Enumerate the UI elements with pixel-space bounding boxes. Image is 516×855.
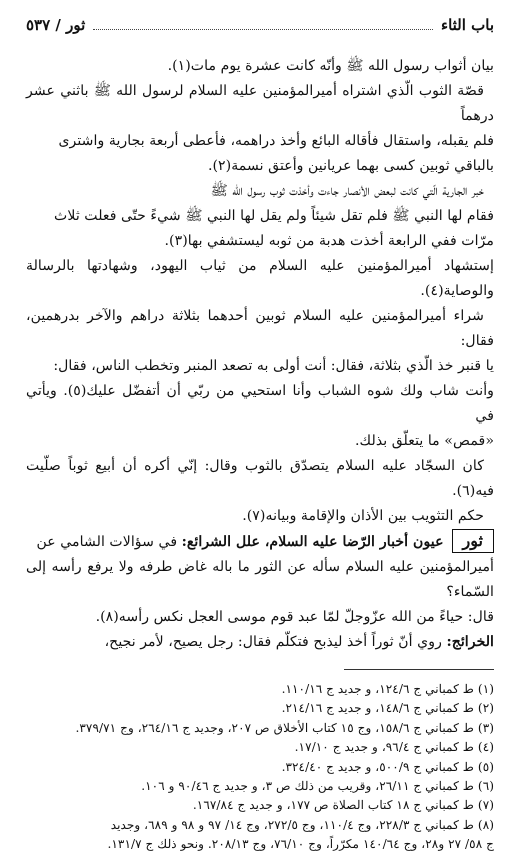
text-line: كان السجّاد عليه السلام يتصدّق بالثوب وقال: إنّي أكره أن أبيع ثوباً صلّيت فيه(٦).	[26, 458, 494, 499]
footnote: (٧) ط كمباني ج ١٨ كتاب الصلاة ص ١٧٧، و جديد ج ١٦٧/٨٤.	[192, 798, 494, 813]
text-line: يا قنبر خذ الّذي بثلاثة، فقال: أنت أولى به تصعد المنبر وتخطب الناس، فقال:	[53, 358, 494, 374]
running-header	[26, 16, 494, 40]
footnote: (٢) ط كمباني ج ١٤٨/٦، و جديد ج ٢١٤/١٦.	[281, 701, 494, 716]
main-text	[26, 54, 494, 655]
text-line: إستشهاد أميرالمؤمنين عليه السلام من ثياب اليهود، وشهادتها بالرسالة والوصاية(٤).	[26, 258, 494, 299]
text-line: بالباقي ثوبين كسى بهما عريانين وأعتق نسمة(٢).	[207, 158, 494, 174]
footnote: ج ٥٨/ ٢٧ و٢٨، وج ١٤٠/٦٤ مكرّراً، وج ٧٦/١٠، وج ٢٠٨/١٣. ونحو ذلك ج ١٣١/٧.	[107, 837, 494, 852]
entry-keyword-box: ثور	[452, 529, 494, 553]
text-line: بيان أثواب رسول الله ﷺ وأنّه كانت عشرة يوم مات(١).	[167, 58, 494, 74]
source-references: عيون أخبار الرّضا عليه السلام، علل الشرائع:	[181, 534, 444, 550]
footnotes	[26, 680, 494, 855]
thawr-entry-line	[26, 529, 494, 555]
text-line: قال: حياءً من الله عزّوجلّ لمّا عبد قوم موسى العجل نكس رأسه(٨).	[95, 609, 494, 625]
text-line: فقام لها النبي ﷺ فلم تقل شيئاً ولم يقل لها النبي ﷺ شيءً حتّى فعلت ثلاث	[54, 208, 494, 224]
footnote: (٨) ط كمباني ج ٢٢٨/٣، وج ١١٠/٤، وج ٢٧٢/٥، وج ١٤/ ٩٧ و ٩٨ و ٦٨٩، وجديد	[110, 817, 494, 832]
chapter-title: باب الثاء	[441, 16, 494, 34]
text-fragment: في سؤالات الشامي عن	[36, 534, 182, 550]
text-fragment: روي أنّ ثوراً أخذ ليذبح فتكلّم فقال: رجل يصيح، لأمر نجيح،	[104, 634, 447, 650]
text-line: فلم يقبله، واستقال فأقاله البائع وأخذ دراهمه، فأعطى أربعة بجارية واشترى	[58, 133, 494, 149]
header-dotted-leader	[93, 29, 433, 30]
text-line: شراء أميرالمؤمنين عليه السلام ثوبين أحدهما بثلاثة دراهم والآخر بدرهمين، فقال:	[26, 308, 494, 349]
footnote-separator	[344, 669, 494, 670]
footnote: (٦) ط كمباني ج ٢٦/١١، وقريب من ذلك ص ٣، و جديد ج ٩٠/٤٦ و ١٠٦.	[141, 779, 494, 794]
footnote: (٥) ط كمباني ج ٥٠٠/٩، و جديد ج ٣٢٤/٤٠.	[281, 759, 494, 774]
text-line: قصّة الثوب الّذي اشتراه أميرالمؤمنين عليه السلام لرسول الله ﷺ باثني عشر درهماً	[26, 83, 494, 124]
kharaij-line	[26, 630, 494, 655]
text-line: «قمص» ما يتعلّق بذلك.	[355, 433, 494, 449]
text-line: مرّات ففي الرابعة أخذت هدبة من ثوبه ليستشفي بها(٣).	[164, 233, 494, 249]
footnote: (٤) ط كمباني ج ٩٦/٤، و جديد ج ١٧/١٠.	[294, 740, 494, 755]
text-line: خبر الجارية الّتي كانت لبعض الأنصار جاءت وأخذت ثوب رسول الله ﷺ	[210, 183, 484, 199]
text-line: حكم التثويب بين الأذان والإقامة وبيانه(٧).	[242, 508, 484, 524]
footnote: (٣) ط كمباني ج ١٥٨/٦، وج ١٥ كتاب الأخلاق ص ٢٠٧، وجديد ج ٢٦٤/١٦، وج ٣٧٩/٧١.	[75, 720, 494, 735]
text-line: أميرالمؤمنين عليه السلام سأله عن الثور ما باله غاض طرفه ولا يرفع رأسه إلى السّماء؟	[26, 559, 494, 600]
text-line: وأنت شاب ولك شوه الشباب وأنا استحيي من ربّي أن أتفضّل عليك(٥). ويأتي في	[26, 383, 494, 424]
page-entry-number: ثور / ٥٣٧	[26, 16, 86, 34]
footnote: (١) ط كمباني ج ١٢٤/٦، و جديد ج ١١٠/١٦.	[281, 682, 494, 696]
source-label: الخرائج:	[446, 634, 494, 650]
